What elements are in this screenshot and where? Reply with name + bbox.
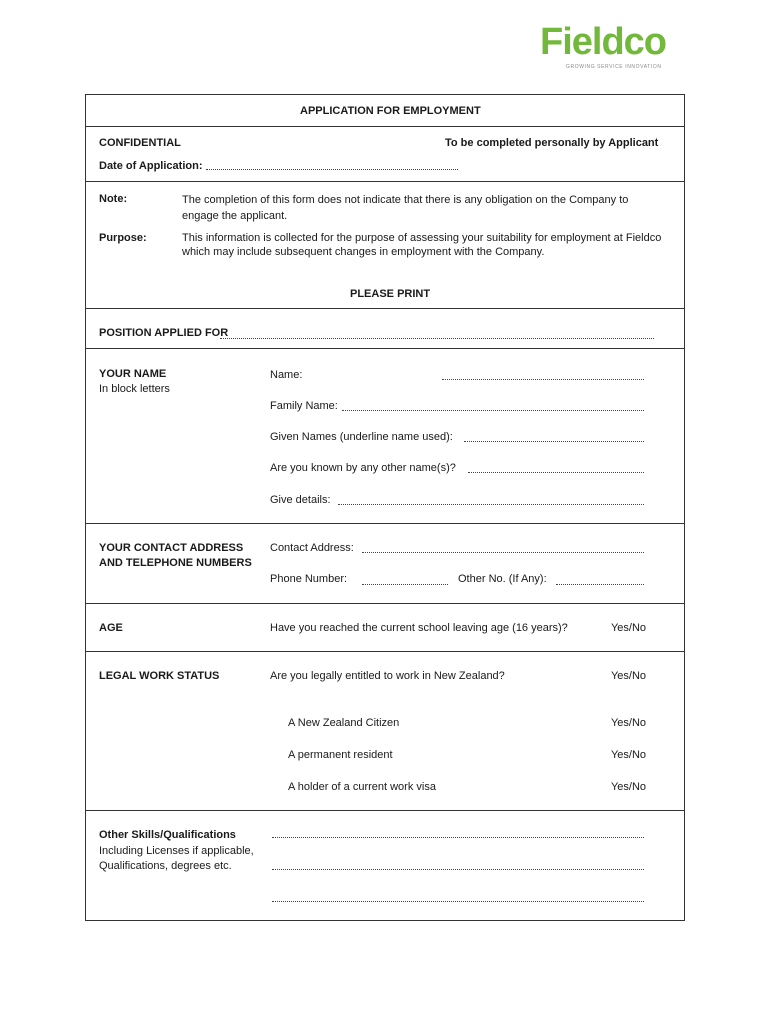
other-number-label: Other No. (If Any): [458, 573, 547, 585]
form-title: APPLICATION FOR EMPLOYMENT [300, 105, 481, 117]
logo-tagline: GROWING SERVICE INNOVATION [566, 64, 662, 70]
skills-subtext-line-2: Qualifications, degrees etc. [99, 860, 232, 872]
work-visa-label: A holder of a current work visa [288, 781, 436, 793]
phone-number-field[interactable] [362, 584, 448, 585]
other-names-label: Are you known by any other name(s)? [270, 462, 456, 474]
nz-citizen-yes-no[interactable]: Yes/No [610, 717, 646, 729]
phone-number-label: Phone Number: [270, 573, 348, 585]
date-of-application-label: Date of Application: [99, 160, 203, 172]
skills-line-1[interactable] [272, 837, 644, 838]
given-names-label: Given Names (underline name used): [270, 431, 453, 443]
skills-subtext-line-1: Including Licenses if applicable, [99, 845, 254, 857]
legal-work-yes-no[interactable]: Yes/No [610, 670, 646, 682]
divider [86, 308, 684, 309]
family-name-field[interactable] [342, 410, 644, 411]
confidential-label: CONFIDENTIAL [99, 137, 181, 149]
other-number-field[interactable] [556, 584, 644, 585]
contact-address-field[interactable] [362, 552, 644, 553]
divider [86, 181, 684, 182]
divider [86, 523, 684, 524]
application-form [85, 94, 685, 921]
name-label: Name: [270, 369, 303, 381]
position-applied-field[interactable] [220, 338, 654, 339]
age-yes-no[interactable]: Yes/No [610, 622, 646, 634]
age-heading: AGE [99, 622, 123, 634]
date-of-application-field[interactable] [206, 169, 458, 170]
divider [86, 126, 684, 127]
divider [86, 348, 684, 349]
legal-work-status-heading: LEGAL WORK STATUS [99, 670, 220, 682]
skills-line-2[interactable] [272, 869, 644, 870]
please-print-label: PLEASE PRINT [350, 288, 431, 300]
purpose-text: This information is collected for the purpose of assessing your suitability for employment at Fieldco which may include subsequent changes in employment with the Company. [182, 232, 662, 258]
block-letters-note: In block letters [99, 383, 170, 395]
age-question: Have you reached the current school leaving age (16 years)? [270, 622, 568, 634]
note-label: Note: [99, 193, 128, 205]
purpose-label: Purpose: [99, 232, 147, 244]
name-field[interactable] [442, 379, 644, 380]
legal-work-question: Are you legally entitled to work in New Zealand? [270, 670, 505, 682]
contact-heading-line-1: YOUR CONTACT ADDRESS [99, 542, 244, 554]
fieldco-logo [540, 18, 690, 72]
other-names-field[interactable] [468, 472, 644, 473]
permanent-resident-label: A permanent resident [288, 749, 393, 761]
skills-heading: Other Skills/Qualifications [99, 829, 236, 841]
logo-wordmark: Fieldco [540, 21, 667, 63]
permanent-resident-yes-no[interactable]: Yes/No [610, 749, 646, 761]
give-details-field[interactable] [338, 504, 644, 505]
family-name-label: Family Name: [270, 400, 338, 412]
given-names-field[interactable] [464, 441, 644, 442]
work-visa-yes-no[interactable]: Yes/No [610, 781, 646, 793]
divider [86, 810, 684, 811]
divider [86, 603, 684, 604]
note-text: The completion of this form does not indicate that there is any obligation on the Company to engage the applicant. [182, 194, 629, 222]
skills-line-3[interactable] [272, 901, 644, 902]
divider [86, 651, 684, 652]
contact-heading-line-2: AND TELEPHONE NUMBERS [99, 557, 252, 569]
nz-citizen-label: A New Zealand Citizen [288, 717, 400, 729]
your-name-heading: YOUR NAME [99, 368, 167, 380]
position-applied-label: POSITION APPLIED FOR [99, 327, 229, 339]
completed-by-label: To be completed personally by Applicant [445, 137, 659, 149]
give-details-label: Give details: [270, 494, 331, 506]
contact-address-label: Contact Address: [270, 542, 354, 554]
